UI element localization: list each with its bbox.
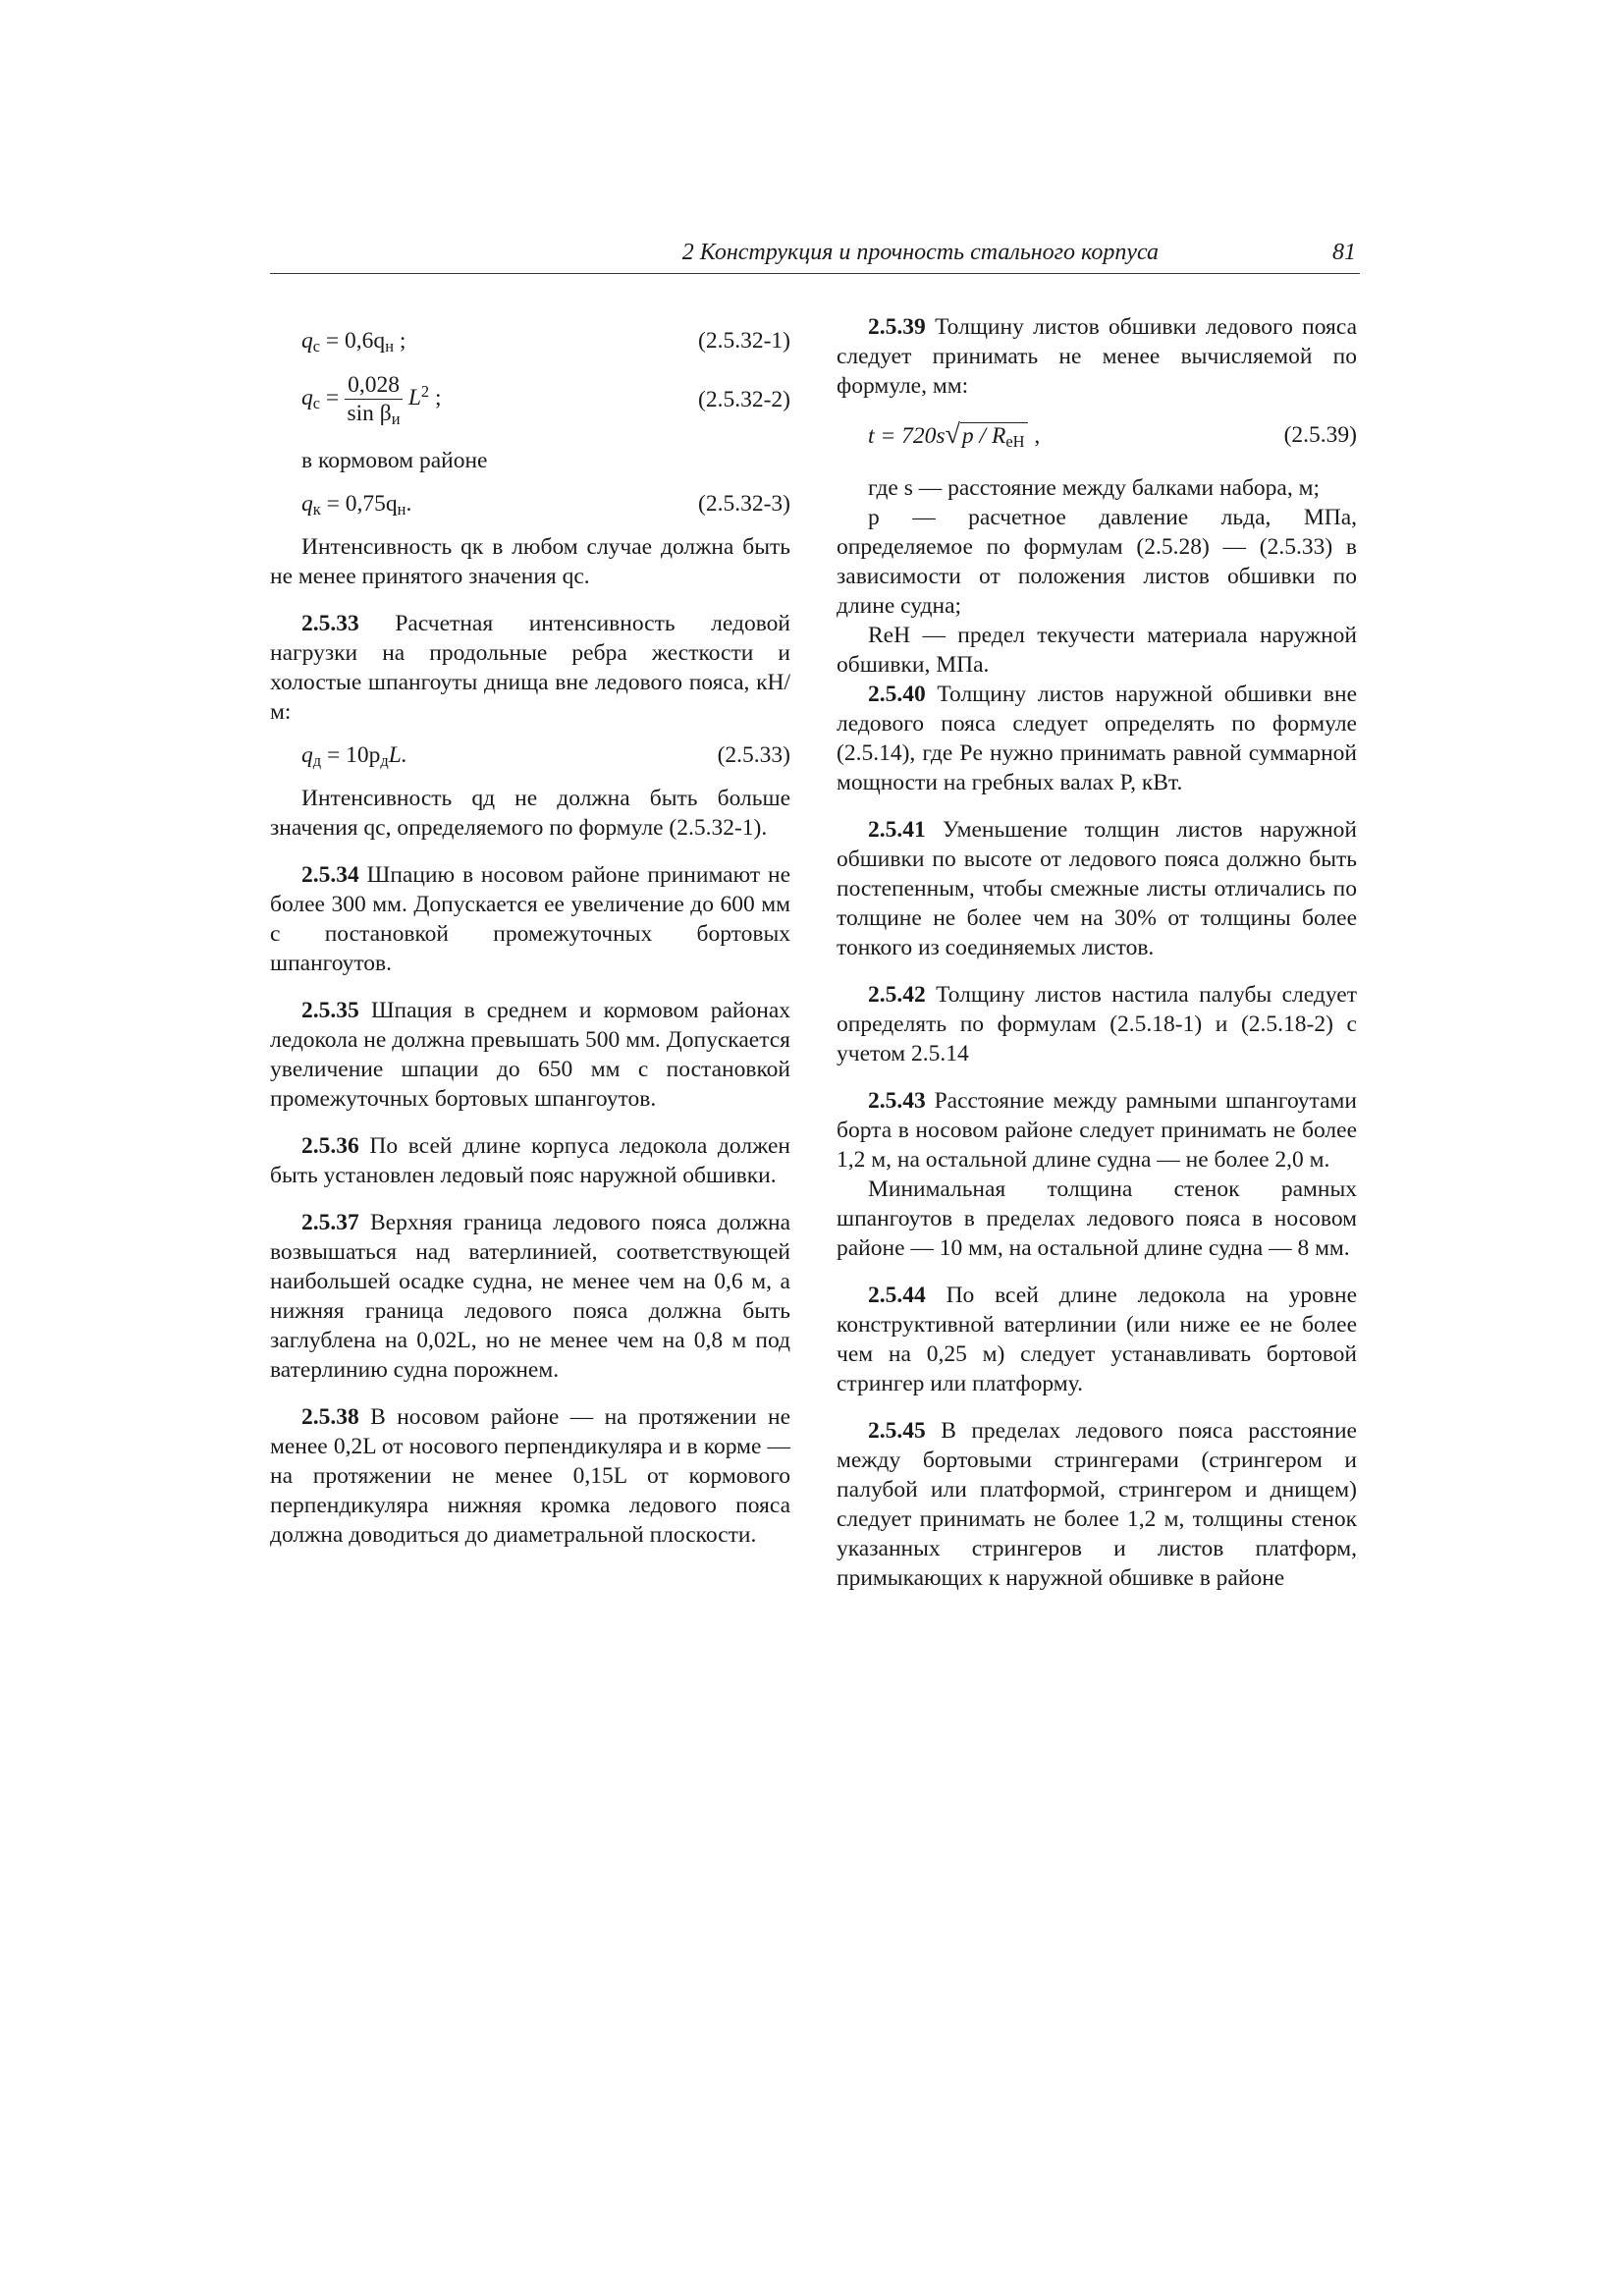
equation-number: (2.5.33) <box>717 742 790 768</box>
clause-2-5-38: 2.5.38 В носовом районе — на протяжении не менее 0,2L от носового перпендикуляра и в корме — на протяжении не менее 0,15L от кормового перпендикуляра нижняя кромка ледового пояса должна доводиться до диаметральной плоскости. <box>270 1404 790 1548</box>
clause-2-5-42: 2.5.42 Толщину листов настила палубы следует определять по формулам (2.5.18-1) и (2.5.18-2) с учетом 2.5.14 <box>837 982 1358 1066</box>
fraction: $\frac{0,028}{\sin \beta_и}$ <box>345 371 403 427</box>
clause-2-5-40: 2.5.40 Толщину листов наружной обшивки вне ледового пояса следует определять по формуле (2.5.14), где Pe нужно принимать равной суммарной мощности на гребных валах P, кВт. <box>837 682 1357 795</box>
equation-2-5-39: $t = 720s√p / R_{eH}$ , (2.5.39) <box>868 419 1357 451</box>
right-column <box>837 312 1357 1593</box>
page-number: 81 <box>1332 240 1356 265</box>
clause-2-5-43: 2.5.43 Расстояние между рамными шпангоутами борта в носовом районе следует принимать не более 1,2 м, на остальной длине судна — не более 2,0 м. <box>837 1088 1357 1173</box>
equation-2-5-33: $q_д = 10p_дL$. (2.5.33) <box>301 742 790 770</box>
clause-2-5-34: 2.5.34 Шпацию в носовом районе принимают не более 300 мм. Допускается ее увеличение до 600 мм с постановкой промежуточных бортовых шпангоутов. <box>270 862 791 976</box>
running-head <box>270 240 1360 274</box>
equation-number: (2.5.32-1) <box>698 328 790 354</box>
clause-2-5-35: 2.5.35 Шпация в среднем и кормовом районах ледокола не должна превышать 500 мм. Допускается увеличение шпации до 650 мм с постановкой промежуточных бортовых шпангоутов. <box>270 998 791 1112</box>
clause-2-5-36: 2.5.36 По всей длине корпуса ледокола должен быть установлен ледовый пояс наружной обшивки. <box>270 1133 790 1188</box>
equation-number: (2.5.32-2) <box>698 387 790 412</box>
clause-2-5-37: 2.5.37 Верхняя граница ледового пояса должна возвышаться над ватерлинией, соответствующей наибольшей осадке судна, не менее чем на 0,6 м, а нижняя граница ледового пояса должна быть заглублена на 0,02L, но не менее чем на 0,8 м под ватерлинию судна порожнем. <box>270 1210 790 1383</box>
paragraph: где s — расстояние между балками набора, м; <box>868 475 1320 501</box>
equation-2-5-32-3: $q_к = 0,75q_н$. (2.5.32-3) <box>301 491 790 519</box>
clause-2-5-45: 2.5.45 В пределах ледового пояса расстояние между бортовыми стрингерами (стрингером и палубой или платформой, стрингером и днищем) следует принимать не более 1,2 м, толщины стенок указанных стрингеров и листов платформ, примыкающих к наружной обшивке в районе <box>837 1418 1357 1591</box>
equation-2-5-32-2: $q_с$ = $\frac{0,028}{\sin \beta_и}$ $L^2$ ; (2.5.32-2) <box>301 372 790 428</box>
clause-2-5-44: 2.5.44 По всей длине ледокола на уровне конструктивной ватерлинии (или ниже ее не более чем на 0,25 м) следует устанавливать бортовой стрингер или платформу. <box>837 1283 1358 1396</box>
equation-2-5-32-1: $q_с = 0,6q_н$ ; (2.5.32-1) <box>301 328 790 355</box>
paragraph: p — расчетное давление льда, МПа, определяемое по формулам (2.5.28) — (2.5.33) в зависимости от положения листов обшивки по длине судна; <box>837 505 1357 619</box>
paragraph: в кормовом районе <box>301 448 488 473</box>
equation-number: (2.5.32-3) <box>698 491 790 517</box>
equation-number: (2.5.39) <box>1283 422 1357 448</box>
clause-2-5-41: 2.5.41 Уменьшение толщин листов наружной обшивки по высоте от ледового пояса должно быть постепенным, чтобы смежные листы отличались по толщине не более чем на 30% от толщины более тонкого из соединяемых листов. <box>837 817 1358 960</box>
running-title: 2 Конструкция и прочность стального корпуса <box>681 240 1159 265</box>
clause-2-5-39: 2.5.39 Толщину листов обшивки ледового пояса следует принимать не менее вычисляемой по формуле, мм: <box>837 314 1358 399</box>
clause-2-5-33: 2.5.33 Расчетная интенсивность ледовой нагрузки на продольные ребра жесткости и холостые шпангоуты днища вне ледового пояса, кН/м: <box>270 611 790 725</box>
paragraph: Минимальная толщина стенок рамных шпангоутов в пределах ледового пояса в носовом районе — 10 мм, на остальной длине судна — 8 мм. <box>837 1176 1357 1261</box>
paragraph: Интенсивность qд не должна быть больше значения qс, определяемого по формуле (2.5.32-1). <box>270 786 790 841</box>
left-column <box>270 312 790 1550</box>
paragraph: Интенсивность qк в любом случае должна быть не менее принятого значения qс. <box>270 534 790 589</box>
paragraph: ReH — предел текучести материала наружной обшивки, МПа. <box>837 623 1357 678</box>
